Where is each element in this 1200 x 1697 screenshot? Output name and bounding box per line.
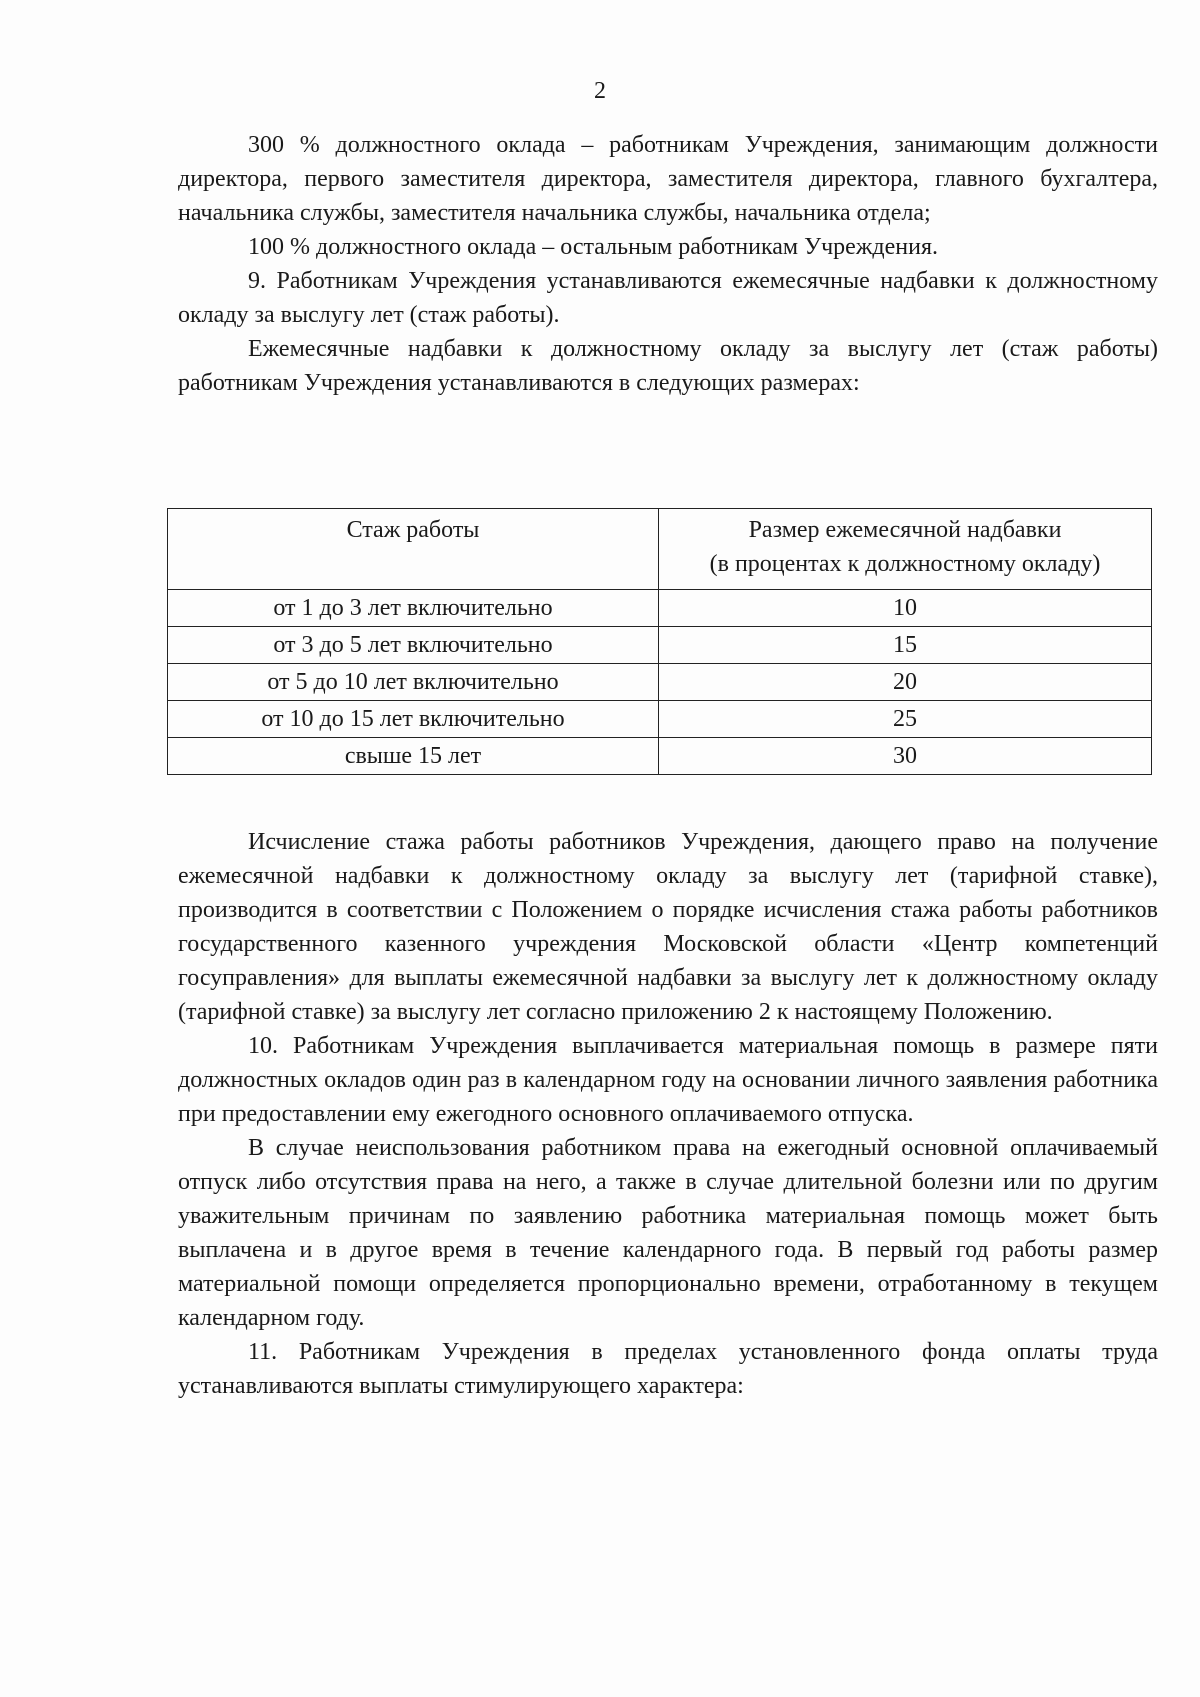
header-bonus-line1: Размер ежемесячной надбавки — [748, 517, 1062, 543]
cell-percent: 10 — [659, 590, 1152, 627]
table-header-row — [168, 509, 1152, 590]
table-row — [168, 627, 1152, 664]
cell-percent: 25 — [659, 701, 1152, 738]
table-row — [168, 738, 1152, 775]
paragraph-100-percent: 100 % должностного оклада – остальным работникам Учреждения. — [248, 234, 938, 260]
cell-stazh: от 10 до 15 лет включительно — [168, 701, 659, 738]
header-bonus-line2: (в процентах к должностному окладу) — [709, 551, 1101, 577]
paragraph-item-11: 11. Работникам Учреждения в пределах установленного фонда оплаты труда устанавливаются выплаты стимулирующего характера: — [178, 1339, 1158, 1399]
header-bonus-size — [659, 509, 1152, 590]
paragraph-item-10: 10. Работникам Учреждения выплачивается материальная помощь в размере пяти должностных окладов один раз в календарном году на основании личного заявления работника при предоставлении ему ежегодного основного оплачиваемого отпуска. — [178, 1033, 1158, 1127]
cell-stazh: свыше 15 лет — [168, 738, 659, 775]
cell-stazh: от 3 до 5 лет включительно — [168, 627, 659, 664]
cell-percent: 20 — [659, 664, 1152, 701]
paragraph-table-intro: Ежемесячные надбавки к должностному окладу за выслугу лет (стаж работы) работникам Учреждения устанавливаются в следующих размерах: — [178, 336, 1158, 396]
paragraph-material-aid: В случае неиспользования работником права на ежегодный основной оплачиваемый отпуск либо отсутствия права на него, а также в случае длительной болезни или по другим уважительным причинам по заявлению работника материальная помощь может быть выплачена и в другое время в течение календарного года. В первый год работы размер материальной помощи определяется пропорционально времени, отработанному в текущем календарном году. — [178, 1135, 1158, 1331]
table-row — [168, 701, 1152, 738]
cell-stazh: от 1 до 3 лет включительно — [168, 590, 659, 627]
header-stazh: Стаж работы — [168, 509, 659, 590]
cell-percent: 30 — [659, 738, 1152, 775]
paragraph-300-percent: 300 % должностного оклада – работникам Учреждения, занимающим должности директора, первого заместителя директора, заместителя директора, главного бухгалтера, начальника службы, заместителя начальника службы, начальника отдела; — [178, 132, 1158, 226]
cell-stazh: от 5 до 10 лет включительно — [168, 664, 659, 701]
text-block-after-table — [178, 825, 1158, 1403]
page-number: 2 — [594, 78, 606, 104]
cell-percent: 15 — [659, 627, 1152, 664]
table-row — [168, 590, 1152, 627]
paragraph-item-9: 9. Работникам Учреждения устанавливаются ежемесячные надбавки к должностному окладу за выслугу лет (стаж работы). — [178, 268, 1158, 328]
seniority-bonus-table — [167, 508, 1152, 775]
paragraph-stazh-calculation: Исчисление стажа работы работников Учреждения, дающего право на получение ежемесячной надбавки к должностному окладу за выслугу лет (тарифной ставке), производится в соответствии с Положением о порядке исчисления стажа работы работников государственного казенного учреждения Московской области «Центр компетенций госуправления» для выплаты ежемесячной надбавки за выслугу лет к должностному окладу (тарифной ставке) за выслугу лет согласно приложению 2 к настоящему Положению. — [178, 829, 1158, 1025]
text-block-before-table — [178, 128, 1158, 400]
table-row — [168, 664, 1152, 701]
